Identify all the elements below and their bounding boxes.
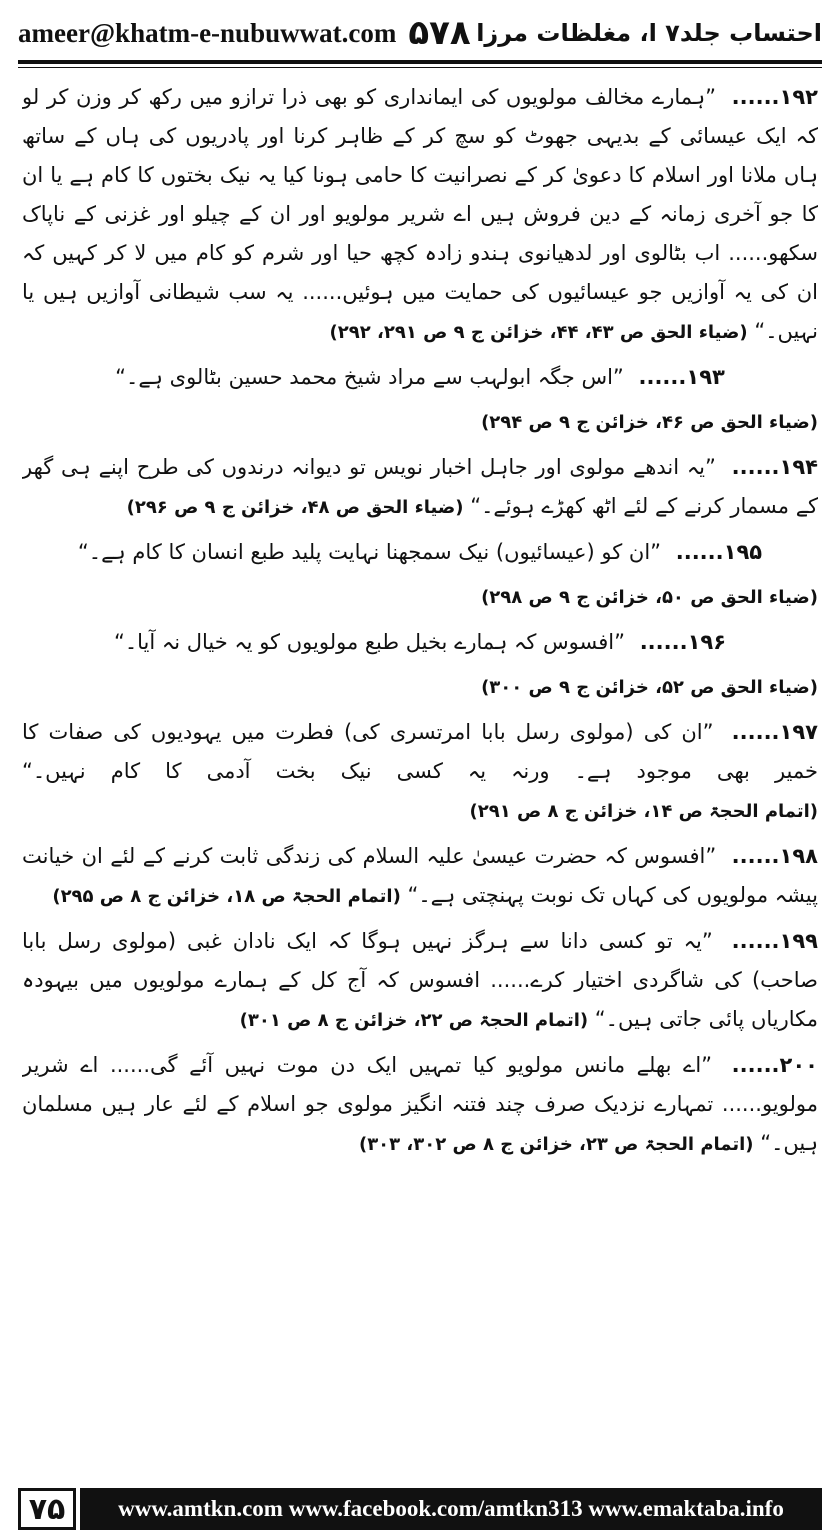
entry-reference: (اتمام الحجۃ ص ۱۴، خزائن ج ۸ ص ۲۹۱) — [469, 801, 818, 822]
entry-number: ۱۹۴...... — [731, 455, 818, 479]
entry-number: ۱۹۳...... — [638, 365, 725, 389]
entry-text: ”یہ اندھے مولوی اور جاہل اخبار نویس تو دیوانہ درندوں کی طرح اپنے ہی گھر کے مسمار کرنے کے لئے اٹھ کھڑے ہوئے۔“ — [22, 455, 818, 518]
entry-text: ”افسوس کہ حضرت عیسیٰ علیہ السلام کی زندگی ثابت کرنے کے لئے ان خیانت پیشہ مولویوں کی کہاں تک نوبت پہنچتی ہے۔“ — [22, 844, 818, 907]
header-email: ameer@khatm-e-nubuwwat.com — [18, 17, 397, 48]
entry-reference: (ضیاء الحق ص ۴۸، خزائن ج ۹ ص ۲۹۶) — [126, 497, 464, 518]
entry-text: ”ہمارے مخالف مولویوں کی ایمانداری کو بھی ذرا ترازو میں رکھ کر وزن کر لو کہ ایک عیسائی کے بدیہی جھوٹ کو سچ کر کے ظاہر کرنا اور پادریوں کی ہاں کے ساتھ ہاں ملانا اور اسلام کا دعویٰ کر کے نصرانیت کا حامی ہونا کیا یہ نیک بختوں کا کام ہے یا ان کا جو آخری زمانہ کے دین فروش ہیں اے شریر مولویو اور ان کے چیلو اور غزنی کے ناپاک سکھو...... اب بٹالوی اور لدھیانوی ہندو زادہ کچھ حیا اور شرم کو کام میں لا کر کہیں کہ ان کی یہ آوازیں جو عیسائیوں کی حمایت میں ہوئیں...... یہ سب شیطانی آوازیں ہیں یا نہیں۔“ — [22, 85, 818, 343]
header-page-number: ۵۷۸ — [408, 13, 471, 53]
entry-197 — [22, 713, 818, 831]
page-body — [22, 78, 818, 1478]
entry-number: ۱۹۵...... — [675, 540, 763, 564]
entry-196 — [22, 623, 818, 662]
entry-number: ۱۹۹...... — [731, 929, 818, 953]
footer-page-box: ۷۵ — [18, 1488, 76, 1530]
footer-links: www.amtkn.com www.facebook.com/amtkn313 www.emaktaba.info — [80, 1488, 822, 1530]
entry-194 — [22, 448, 818, 527]
entry-200 — [22, 1046, 818, 1164]
entry-number: ۱۹۷...... — [731, 720, 818, 744]
header-left — [18, 13, 471, 53]
entry-text: ”اس جگہ ابولہب سے مراد شیخ محمد حسین بٹالوی ہے۔“ — [115, 365, 624, 389]
page-footer — [18, 1488, 822, 1530]
header-book-title: احتساب جلد۷ ا، مغلظات مرزا — [476, 19, 822, 47]
entry-reference: (ضیاء الحق ص ۵۰، خزائن ج ۹ ص ۲۹۸) — [481, 587, 818, 608]
entry-text: ”ان کو (عیسائیوں) نیک سمجھنا نہایت پلید طبع انسان کا کام ہے۔“ — [77, 540, 662, 564]
entry-number: ۱۹۸...... — [731, 844, 818, 868]
entry-number: ۱۹۲...... — [731, 85, 818, 109]
entry-193 — [22, 358, 818, 397]
entry-text: ”یہ تو کسی دانا سے ہرگز نہیں ہوگا کہ ایک نادان غبی (مولوی رسل بابا صاحب) کی شاگردی اختیار کرے...... افسوس کہ آج کل کے ہمارے مولویوں میں بیہودہ مکاریاں پائی جاتی ہیں۔“ — [22, 929, 818, 1031]
entry-number: ۱۹۶...... — [639, 630, 727, 654]
entry-reference: (اتمام الحجۃ ص ۲۳، خزائن ج ۸ ص ۳۰۲، ۳۰۳) — [358, 1134, 754, 1155]
entry-reference: (اتمام الحجۃ ص ۲۲، خزائن ج ۸ ص ۳۰۱) — [239, 1010, 589, 1031]
entry-text: ”اے بھلے مانس مولویو کیا تمہیں ایک دن موت نہیں آئے گی...... اے شریر مولویو...... تمہارے نزدیک صرف چند فتنہ انگیز مولوی جو اسلام کے لئے عار ہیں مسلمان ہیں۔“ — [22, 1053, 818, 1155]
entry-text: ”افسوس کہ ہمارے بخیل طبع مولویوں کو یہ خیال نہ آیا۔“ — [113, 630, 625, 654]
entry-reference: (ضیاء الحق ص ۴۳، ۴۴، خزائن ج ۹ ص ۲۹۱، ۲۹۲) — [329, 322, 748, 343]
entry-195 — [22, 533, 818, 572]
header-rule-thick — [18, 60, 822, 64]
page-header — [18, 8, 822, 58]
entry-reference: (ضیاء الحق ص ۴۶، خزائن ج ۹ ص ۲۹۴) — [481, 412, 818, 433]
entry-reference: (ضیاء الحق ص ۵۲، خزائن ج ۹ ص ۳۰۰) — [481, 677, 818, 698]
entry-192 — [22, 78, 818, 352]
entry-198 — [22, 837, 818, 916]
entry-199 — [22, 922, 818, 1040]
entry-reference: (اتمام الحجۃ ص ۱۸، خزائن ج ۸ ص ۲۹۵) — [52, 886, 401, 907]
header-rule-thin — [18, 67, 822, 68]
entry-number: ۲۰۰...... — [731, 1053, 818, 1077]
entry-text: ”ان کی (مولوی رسل بابا امرتسری کی) فطرت میں یہودیوں کی صفات کا خمیر بھی موجود ہے۔ ورنہ یہ کسی نیک بخت آدمی کا کام نہیں۔“ — [22, 720, 818, 783]
